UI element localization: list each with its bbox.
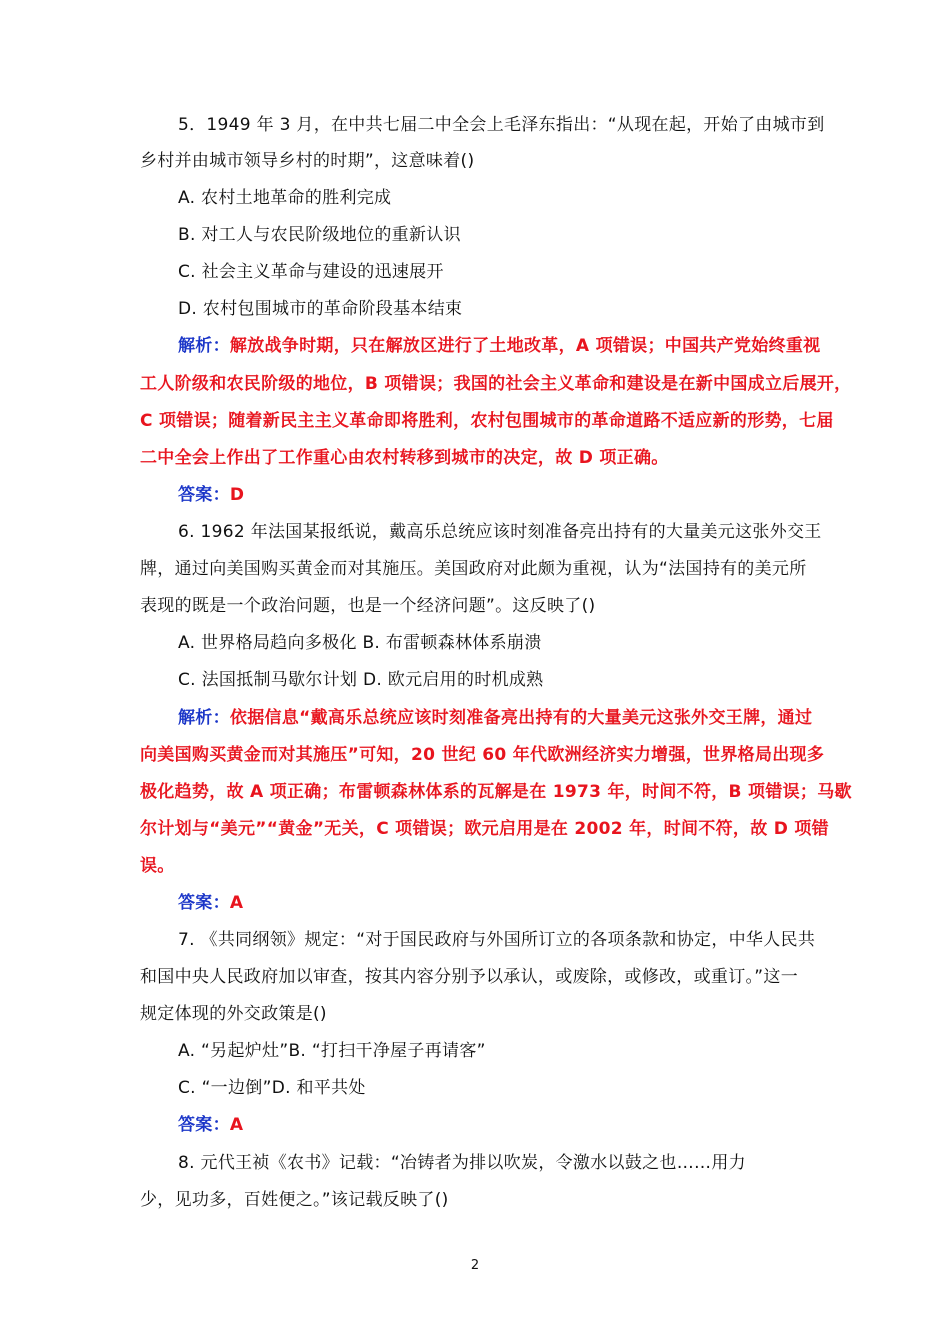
q6-analysis-line-4: 尔计划与“美元”“黄金”无关，C 项错误；欧元启用是在 2002 年，时间不符，故 D 项错 [140,819,829,839]
q6-answer-value: A [229,893,244,913]
q8-stem-line-2: 少，见功多，百姓便之。”该记载反映了() [140,1190,449,1210]
q6-analysis-line-1 [178,706,868,730]
q6-analysis-text-1: 依据信息“戴高乐总统应该时刻准备亮出持有的大量美元这张外交王牌，通过 [229,708,813,728]
q6-analysis-line-3: 极化趋势，故 A 项正确；布雷顿森林体系的瓦解是在 1973 年，时间不符，B 项错误；马歇 [140,782,852,802]
q7-answer-label: 答案： [178,1115,230,1135]
q7-stem-line-3: 规定体现的外交政策是() [140,1004,327,1024]
q5-option-c: C. 社会主义革命与建设的迅速展开 [178,262,444,282]
q5-option-b: B. 对工人与农民阶级地位的重新认识 [178,225,461,245]
q5-analysis-line-4: 二中全会上作出了工作重心由农村转移到城市的决定，故 D 项正确。 [140,448,669,468]
q5-stem-line-2: 乡村并由城市领导乡村的时期”，这意味着() [140,151,475,171]
q5-option-a: A. 农村土地革命的胜利完成 [178,188,392,208]
q5-analysis-label: 解析： [178,336,230,356]
q5-answer [178,483,868,507]
q5-analysis-line-2: 工人阶级和农民阶级的地位，B 项错误；我国的社会主义革命和建设是在新中国成立后展开， [140,374,852,394]
q7-answer [178,1113,868,1137]
q7-stem-line-2: 和国中央人民政府加以审查，按其内容分别予以承认，或废除，或修改，或重订。”这一 [140,967,799,987]
q6-stem-line-2: 牌，通过向美国购买黄金而对其施压。美国政府对此颇为重视，认为“法国持有的美元所 [140,559,807,579]
q7-answer-value: A [229,1115,244,1135]
q6-analysis-line-2: 向美国购买黄金而对其施压”可知，20 世纪 60 年代欧洲经济实力增强，世界格局出现多 [140,745,825,765]
q5-answer-label: 答案： [178,485,230,505]
q8-stem-line-1: 8. 元代王祯《农书》记载：“冶铸者为排以吹炭，令激水以鼓之也……用力 [178,1153,746,1173]
q7-stem-line-1: 7. 《共同纲领》规定：“对于国民政府与外国所订立的各项条款和协定，中华人民共 [178,930,816,950]
q7-options-ab: A. “另起炉灶”B. “打扫干净屋子再请客” [178,1041,486,1061]
q6-options-ab: A. 世界格局趋向多极化 B. 布雷顿森林体系崩溃 [178,633,542,653]
q5-option-d: D. 农村包围城市的革命阶段基本结束 [178,299,463,319]
q5-answer-value: D [229,485,245,505]
q5-analysis-line-1 [178,334,868,358]
page-number: 2 [470,1258,480,1273]
q7-options-cd: C. “一边倒”D. 和平共处 [178,1078,366,1098]
q6-analysis-line-5: 误。 [140,856,175,876]
q6-answer-label: 答案： [178,893,230,913]
q5-analysis-text-1: 解放战争时期，只在解放区进行了土地改革，A 项错误；中国共产党始终重视 [229,336,821,356]
q5-analysis-line-3: C 项错误；随着新民主主义革命即将胜利，农村包围城市的革命道路不适应新的形势，七届 [140,411,834,431]
q6-stem-line-3: 表现的既是一个政治问题，也是一个经济问题”。这反映了() [140,596,596,616]
q6-options-cd: C. 法国抵制马歇尔计划 D. 欧元启用的时机成熟 [178,670,544,690]
q6-analysis-label: 解析： [178,708,230,728]
q5-stem-line-1: 5．1949 年 3 月，在中共七届二中全会上毛泽东指出：“从现在起，开始了由城市到 [178,115,825,135]
q6-stem-line-1: 6. 1962 年法国某报纸说，戴高乐总统应该时刻准备亮出持有的大量美元这张外交王 [178,522,822,542]
q6-answer [178,891,868,915]
